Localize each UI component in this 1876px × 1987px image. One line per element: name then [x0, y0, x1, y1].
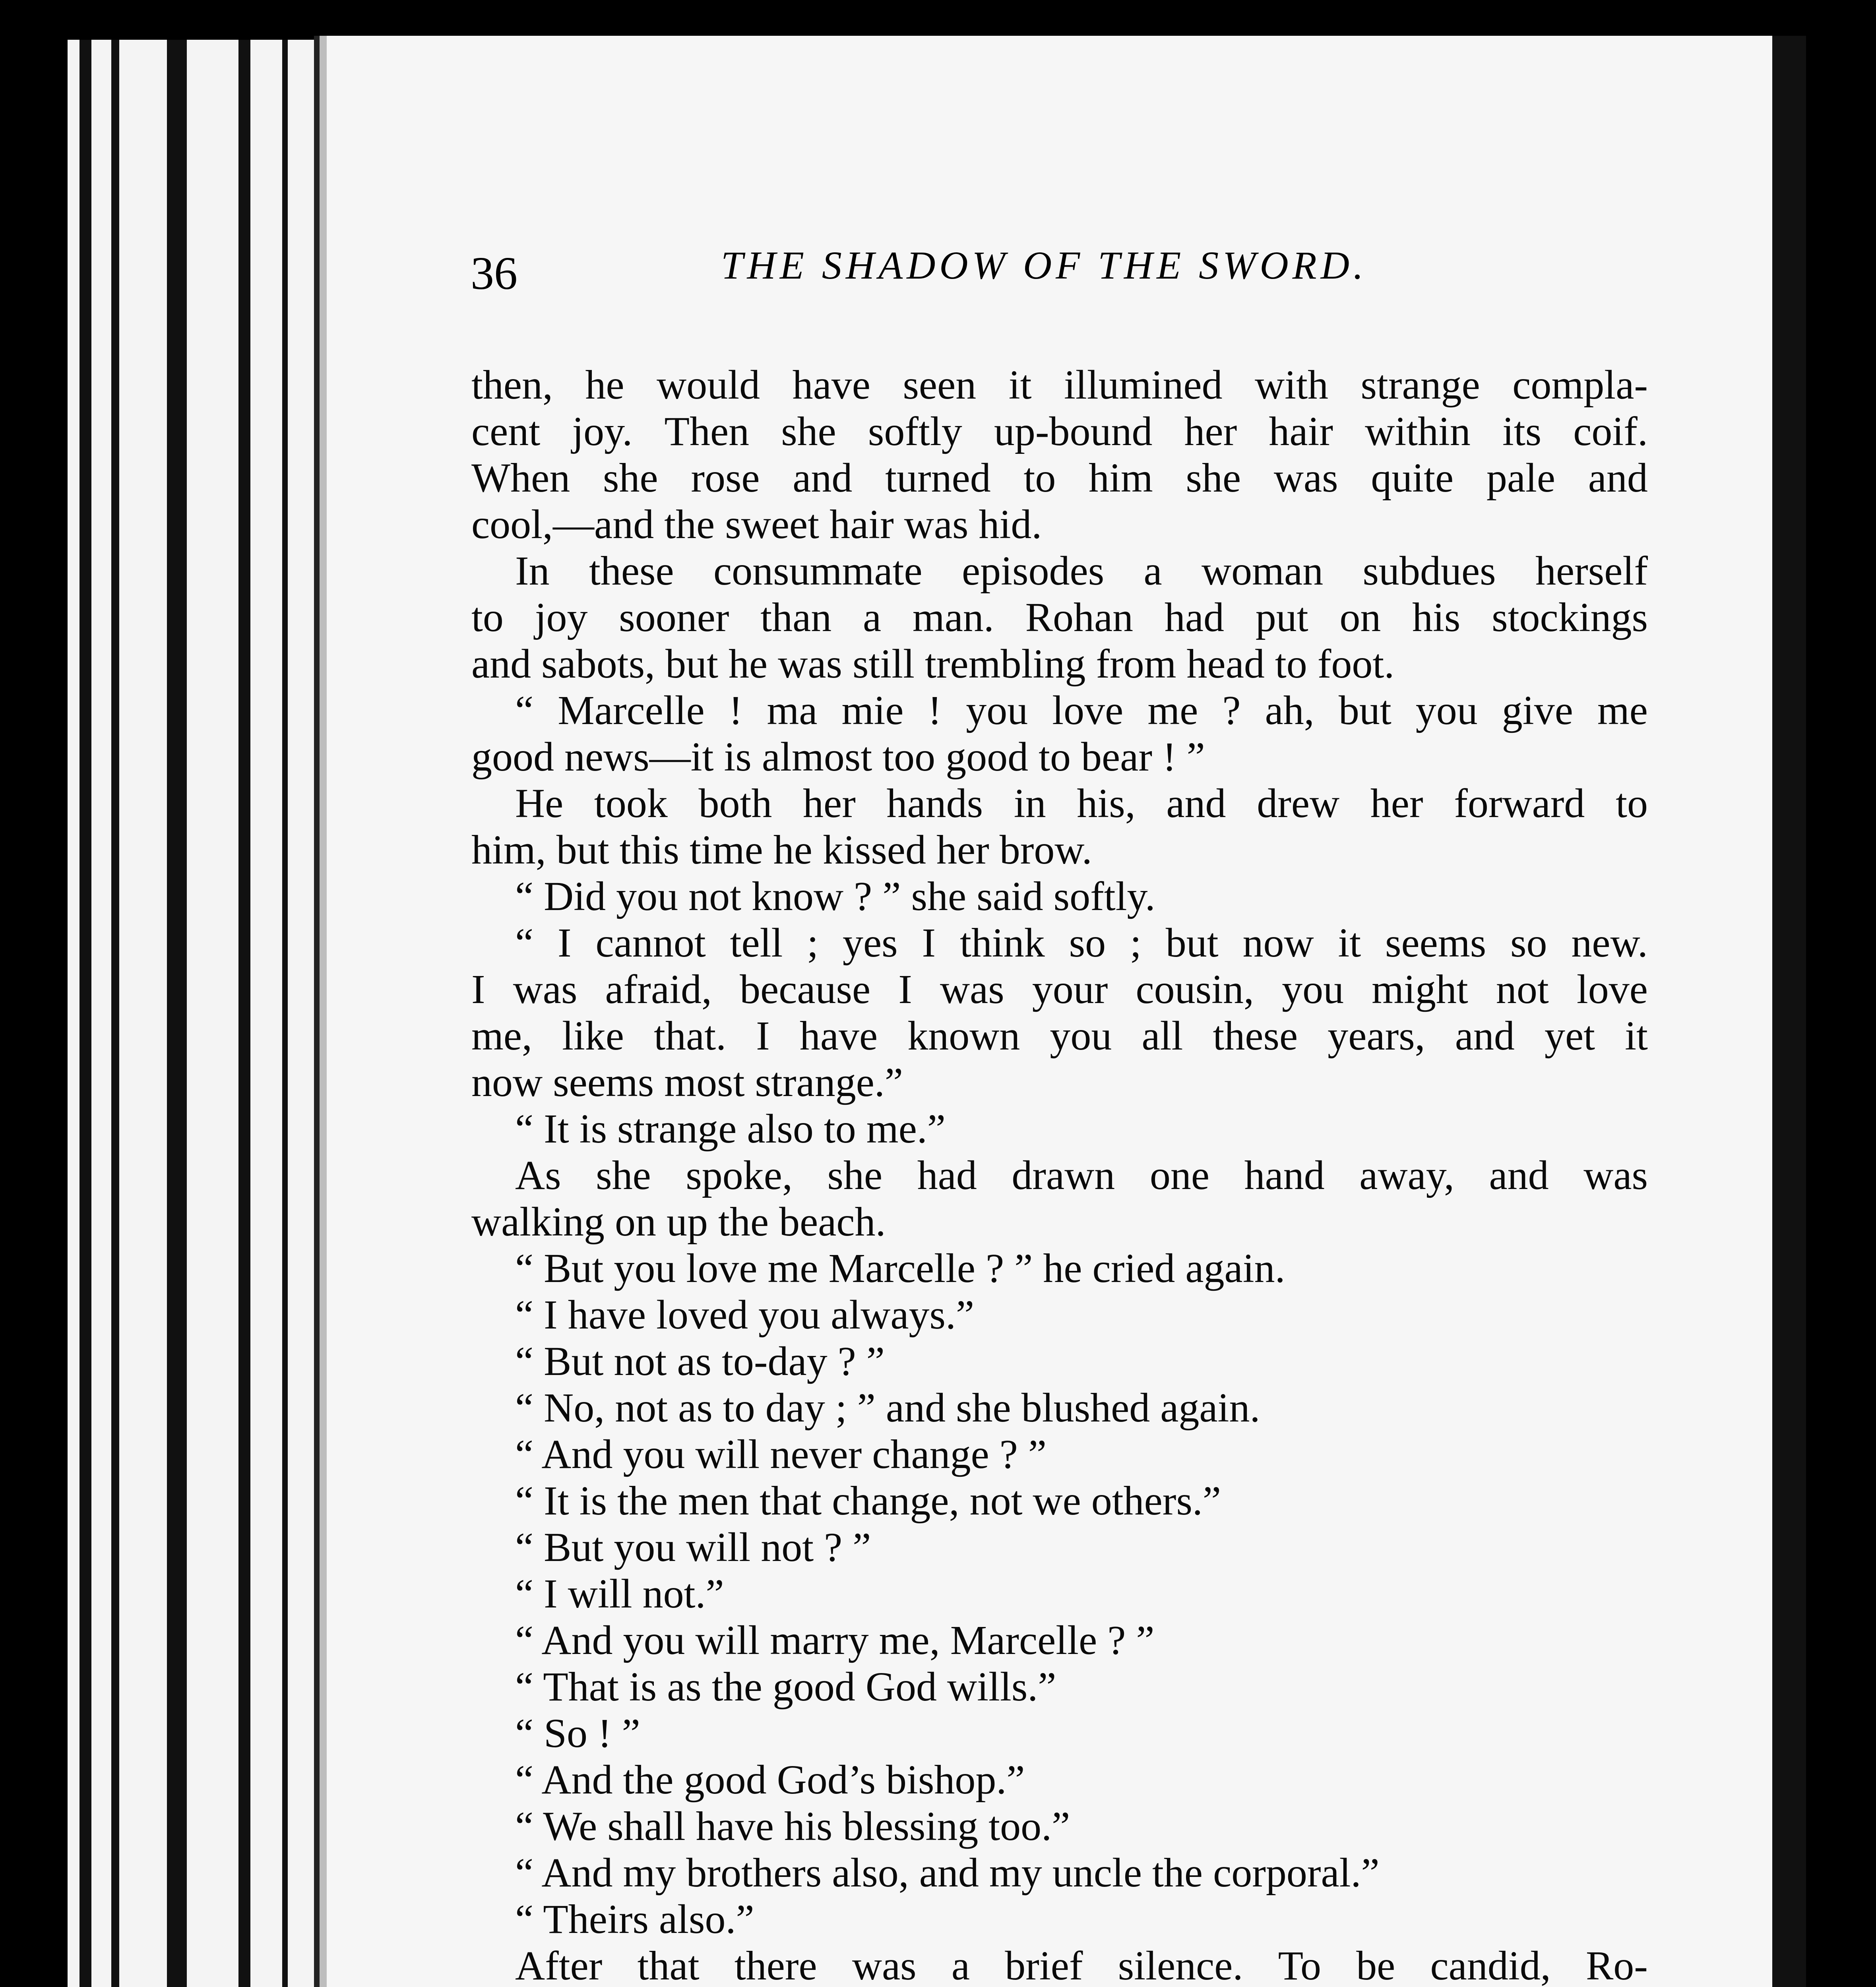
text-line [471, 920, 1648, 966]
word: seems [1385, 920, 1486, 966]
page-edge-line [111, 40, 119, 1987]
word: these [589, 548, 674, 594]
word: now [1242, 920, 1314, 966]
word: his [1412, 595, 1461, 640]
word: a [951, 1943, 970, 1987]
text-line [471, 1106, 1648, 1152]
word: up-bound [994, 409, 1153, 454]
word: quite [1371, 455, 1454, 501]
word: known [907, 1013, 1020, 1059]
word: softly [868, 409, 962, 454]
word: man. [912, 595, 994, 640]
word: turned [885, 455, 991, 501]
word: put [1255, 595, 1308, 640]
word: subdues [1362, 548, 1496, 594]
word: ? [1222, 688, 1241, 733]
word: woman [1202, 548, 1324, 594]
word: her [1184, 409, 1237, 454]
text-line [471, 362, 1648, 408]
word: these [1213, 1013, 1298, 1059]
word: but [1338, 688, 1391, 733]
word: give [1502, 688, 1573, 733]
word: ; [807, 920, 819, 966]
word: coif. [1573, 409, 1648, 454]
word: was [1583, 1152, 1648, 1198]
text-line [471, 501, 1648, 548]
text-line [471, 1338, 1648, 1385]
word: it [1008, 362, 1032, 408]
text-line [471, 641, 1648, 687]
text-line [471, 1199, 1648, 1245]
word: episodes [962, 548, 1105, 594]
word: yes [843, 920, 898, 966]
text-line-content: “ But you love me Marcelle ? ” he cried again. [515, 1245, 1285, 1291]
text-line-content: “ And you will marry me, Marcelle ? ” [515, 1617, 1155, 1663]
word: away, [1359, 1152, 1454, 1198]
text-line [471, 1152, 1648, 1199]
word: He [515, 780, 564, 826]
text-line [471, 1013, 1648, 1059]
word: love [1052, 688, 1124, 733]
word: your [1032, 966, 1108, 1012]
word: To [1278, 1943, 1321, 1987]
word: you [1282, 966, 1344, 1012]
word: stockings [1492, 595, 1648, 640]
word: rose [691, 455, 760, 501]
word: sooner [619, 595, 729, 640]
word: Marcelle [558, 688, 705, 733]
text-line [471, 1292, 1648, 1338]
word: within [1365, 409, 1471, 454]
word: was [513, 966, 578, 1012]
word: cousin, [1136, 966, 1254, 1012]
text-line [471, 1385, 1648, 1431]
word: so [1510, 920, 1547, 966]
word: she [603, 455, 658, 501]
word: I [471, 966, 485, 1012]
word: Then [664, 409, 750, 454]
text-line [471, 1524, 1648, 1571]
word: ! [729, 688, 743, 733]
page-number: 36 [471, 247, 517, 299]
word: “ [515, 920, 534, 966]
word: forward [1454, 780, 1585, 826]
word: tell [730, 920, 783, 966]
word: As [515, 1152, 561, 1198]
page-edge-line [238, 40, 250, 1987]
text-line [471, 966, 1648, 1013]
word: yet [1544, 1013, 1595, 1059]
book-page [314, 36, 1806, 1987]
text-line-content: “ It is the men that change, not we others.” [515, 1478, 1221, 1524]
word: and [1455, 1013, 1515, 1059]
text-line-content: “ But you will not ? ” [515, 1524, 871, 1570]
text-line-content: cool,—and the sweet hair was hid. [471, 502, 1042, 547]
page-edge-line [79, 40, 91, 1987]
word: brief [1005, 1943, 1083, 1987]
word: she [1186, 455, 1241, 501]
word: than [760, 595, 832, 640]
word: ah, [1265, 688, 1314, 733]
word: me [1597, 688, 1648, 733]
word: had [1164, 595, 1224, 640]
text-line-content: and sabots, but he was still trembling from head to foot. [471, 641, 1395, 687]
word: I [922, 920, 936, 966]
word: candid, [1430, 1943, 1551, 1987]
text-line-content: “ Theirs also.” [515, 1896, 754, 1942]
word: it [1625, 1013, 1648, 1059]
word: silence. [1118, 1943, 1243, 1987]
word: herself [1535, 548, 1648, 594]
text-line [471, 1431, 1648, 1478]
text-line [471, 1617, 1648, 1664]
word: ma [767, 688, 818, 733]
word: new. [1571, 920, 1648, 966]
text-line-content: “ And the good God’s bishop.” [515, 1757, 1025, 1803]
word: have [792, 362, 870, 408]
text-line [471, 1710, 1648, 1757]
text-line-content: him, but this time he kissed her brow. [471, 827, 1092, 873]
text-line-content: good news—it is almost too good to bear ! ” [471, 734, 1205, 780]
word: she [781, 409, 836, 454]
text-line-content: walking on up the beach. [471, 1199, 886, 1245]
text-line [471, 734, 1648, 780]
word: hands [886, 780, 983, 826]
text-line [471, 548, 1648, 594]
text-line [471, 1757, 1648, 1803]
word: I [756, 1013, 770, 1059]
word: joy [535, 595, 588, 640]
word: love [1576, 966, 1648, 1012]
word: strange [1360, 362, 1480, 408]
word: to [471, 595, 504, 640]
word: a [862, 595, 882, 640]
text-line-content: “ I will not.” [515, 1571, 724, 1617]
text-line [471, 1896, 1648, 1942]
word: and [793, 455, 853, 501]
word: drew [1257, 780, 1340, 826]
word: me, [471, 1013, 533, 1059]
text-line [471, 1803, 1648, 1849]
word: ; [1130, 920, 1141, 966]
text-line [471, 1059, 1648, 1106]
page-edge-line [167, 40, 187, 1987]
word: its [1502, 409, 1542, 454]
text-line [471, 1245, 1648, 1292]
word: and [1588, 455, 1648, 501]
page-right-edge [1772, 36, 1806, 1987]
word: afraid, [605, 966, 712, 1012]
text-line [471, 1664, 1648, 1710]
text-line-content: “ That is as the good God wills.” [515, 1664, 1056, 1710]
page-header [471, 242, 1663, 306]
word: spoke, [686, 1152, 793, 1198]
word: him [1089, 455, 1153, 501]
word: seen [903, 362, 977, 408]
word: cannot [595, 920, 706, 966]
word: all [1141, 1013, 1183, 1059]
word: in [1014, 780, 1046, 826]
word: might [1372, 966, 1468, 1012]
word: and [1489, 1152, 1549, 1198]
word: I [558, 920, 572, 966]
word: it [1338, 920, 1361, 966]
word: so [1069, 920, 1106, 966]
running-title: THE SHADOW OF THE SWORD. [721, 243, 1367, 287]
text-line [471, 455, 1648, 501]
text-line-content: “ So ! ” [515, 1710, 640, 1756]
word: illumined [1064, 362, 1223, 408]
word: that. [654, 1013, 727, 1059]
word: a [1143, 548, 1162, 594]
text-line [471, 594, 1648, 641]
word: joy. [572, 409, 633, 454]
text-line [471, 408, 1648, 455]
word: I [898, 966, 912, 1012]
word: think [959, 920, 1045, 966]
word: “ [515, 688, 534, 733]
word: then, [471, 362, 553, 408]
text-line-content: “ But not as to-day ? ” [515, 1338, 885, 1384]
word: have [799, 1013, 878, 1059]
word: cent [471, 409, 541, 454]
word: When [471, 455, 570, 501]
word: Ro- [1585, 1943, 1648, 1987]
text-line-content: “ No, not as to day ; ” and she blushed again. [515, 1385, 1260, 1431]
word: drawn [1012, 1152, 1115, 1198]
word: her [803, 780, 856, 826]
word: both [698, 780, 772, 826]
text-line [471, 1478, 1648, 1524]
text-line-content: “ We shall have his blessing too.” [515, 1803, 1070, 1849]
word: that [637, 1943, 700, 1987]
word: to [1616, 780, 1648, 826]
word: would [657, 362, 760, 408]
text-line-content: “ I have loved you always.” [515, 1292, 975, 1338]
word: there [734, 1943, 817, 1987]
text-line [471, 873, 1648, 920]
text-line-content: “ And my brothers also, and my uncle the corporal.” [515, 1850, 1380, 1896]
text-line [471, 827, 1648, 873]
word: his, [1077, 780, 1136, 826]
text-line [471, 687, 1648, 734]
word: took [594, 780, 668, 826]
text-line-content: now seems most strange.” [471, 1059, 903, 1105]
word: to [1023, 455, 1056, 501]
word: like [562, 1013, 624, 1059]
word: was [1273, 455, 1338, 501]
word: because [740, 966, 871, 1012]
word: hand [1244, 1152, 1325, 1198]
page-edge-line [282, 40, 288, 1987]
word: pale [1486, 455, 1556, 501]
word: mie [841, 688, 904, 733]
word: she [827, 1152, 883, 1198]
text-line [471, 1942, 1648, 1987]
word: be [1356, 1943, 1395, 1987]
word: you [1415, 688, 1478, 733]
word: years, [1328, 1013, 1425, 1059]
word: Rohan [1025, 595, 1134, 640]
word: me [1147, 688, 1198, 733]
word: on [1339, 595, 1381, 640]
word: but [1165, 920, 1219, 966]
word: her [1370, 780, 1423, 826]
word: consummate [713, 548, 922, 594]
word: In [515, 548, 550, 594]
word: you [966, 688, 1028, 733]
text-line-content: “ And you will never change ? ” [515, 1431, 1047, 1477]
word: hair [1269, 409, 1333, 454]
word: had [917, 1152, 977, 1198]
body-text [471, 362, 1648, 1987]
text-line [471, 780, 1648, 827]
text-line-content: “ Did you not know ? ” she said softly. [515, 873, 1155, 919]
word: was [852, 1943, 917, 1987]
word: with [1255, 362, 1328, 408]
text-line-content: “ It is strange also to me.” [515, 1106, 946, 1152]
word: one [1149, 1152, 1210, 1198]
word: you [1050, 1013, 1112, 1059]
word: and [1166, 780, 1226, 826]
word: he [585, 362, 624, 408]
word: ! [928, 688, 942, 733]
word: she [596, 1152, 651, 1198]
word: After [515, 1943, 603, 1987]
text-line [471, 1849, 1648, 1896]
word: not [1496, 966, 1549, 1012]
word: compla- [1512, 362, 1648, 408]
word: was [940, 966, 1004, 1012]
text-line [471, 1571, 1648, 1617]
